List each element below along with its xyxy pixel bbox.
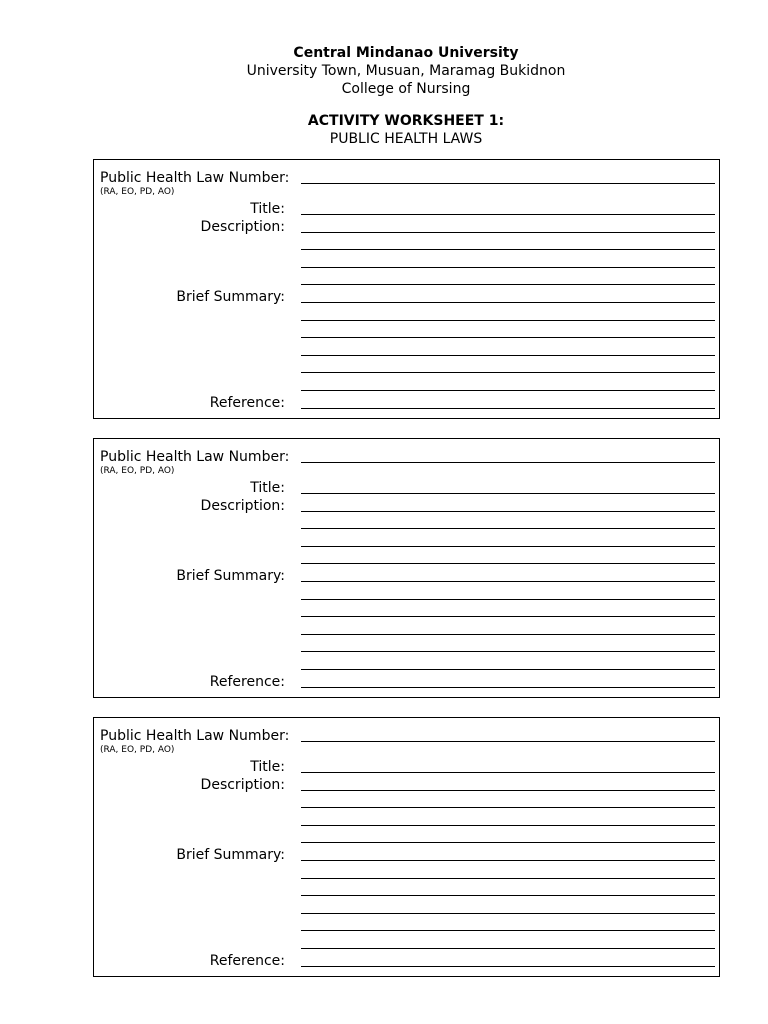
summary-line[interactable]	[301, 581, 715, 582]
summary-line[interactable]	[301, 320, 715, 321]
law-number-label: Public Health Law Number:	[100, 728, 290, 744]
summary-line[interactable]	[301, 651, 715, 652]
worksheet-subtitle: PUBLIC HEALTH LAWS	[329, 131, 483, 147]
brief-summary-label: Brief Summary:	[176, 289, 285, 305]
law-entry-card	[93, 159, 720, 419]
description-line[interactable]	[301, 825, 715, 826]
reference-label: Reference:	[209, 953, 285, 969]
description-line[interactable]	[301, 546, 715, 547]
summary-line[interactable]	[301, 860, 715, 861]
law-entry-card	[93, 717, 720, 977]
summary-line[interactable]	[301, 390, 715, 391]
summary-line[interactable]	[301, 302, 715, 303]
description-line[interactable]	[301, 807, 715, 808]
title-label: Title:	[250, 480, 285, 496]
law-number-line[interactable]	[301, 462, 715, 463]
law-number-hint: (RA, EO, PD, AO)	[100, 466, 175, 476]
summary-line[interactable]	[301, 634, 715, 635]
reference-line[interactable]	[301, 966, 715, 967]
summary-line[interactable]	[301, 878, 715, 879]
university-name: Central Mindanao University	[293, 45, 519, 61]
summary-line[interactable]	[301, 616, 715, 617]
reference-label: Reference:	[209, 674, 285, 690]
summary-line[interactable]	[301, 669, 715, 670]
law-number-hint: (RA, EO, PD, AO)	[100, 745, 175, 755]
reference-line[interactable]	[301, 408, 715, 409]
title-line[interactable]	[301, 772, 715, 773]
title-line[interactable]	[301, 214, 715, 215]
description-line[interactable]	[301, 790, 715, 791]
law-number-hint: (RA, EO, PD, AO)	[100, 187, 175, 197]
summary-line[interactable]	[301, 895, 715, 896]
title-label: Title:	[250, 759, 285, 775]
brief-summary-label: Brief Summary:	[176, 568, 285, 584]
description-line[interactable]	[301, 528, 715, 529]
description-label: Description:	[200, 498, 285, 514]
title-label: Title:	[250, 201, 285, 217]
description-line[interactable]	[301, 284, 715, 285]
description-label: Description:	[200, 219, 285, 235]
description-line[interactable]	[301, 563, 715, 564]
title-line[interactable]	[301, 493, 715, 494]
reference-label: Reference:	[209, 395, 285, 411]
law-number-label: Public Health Law Number:	[100, 449, 290, 465]
description-line[interactable]	[301, 842, 715, 843]
summary-line[interactable]	[301, 337, 715, 338]
brief-summary-label: Brief Summary:	[176, 847, 285, 863]
description-line[interactable]	[301, 249, 715, 250]
summary-line[interactable]	[301, 355, 715, 356]
summary-line[interactable]	[301, 372, 715, 373]
reference-line[interactable]	[301, 687, 715, 688]
law-number-line[interactable]	[301, 741, 715, 742]
description-line[interactable]	[301, 232, 715, 233]
worksheet-title: ACTIVITY WORKSHEET 1:	[307, 113, 505, 129]
summary-line[interactable]	[301, 930, 715, 931]
law-number-line[interactable]	[301, 183, 715, 184]
university-address: University Town, Musuan, Maramag Bukidnon	[246, 63, 566, 79]
law-number-label: Public Health Law Number:	[100, 170, 290, 186]
description-line[interactable]	[301, 267, 715, 268]
summary-line[interactable]	[301, 913, 715, 914]
summary-line[interactable]	[301, 599, 715, 600]
description-line[interactable]	[301, 511, 715, 512]
summary-line[interactable]	[301, 948, 715, 949]
law-entry-card	[93, 438, 720, 698]
description-label: Description:	[200, 777, 285, 793]
college-name: College of Nursing	[341, 81, 471, 97]
